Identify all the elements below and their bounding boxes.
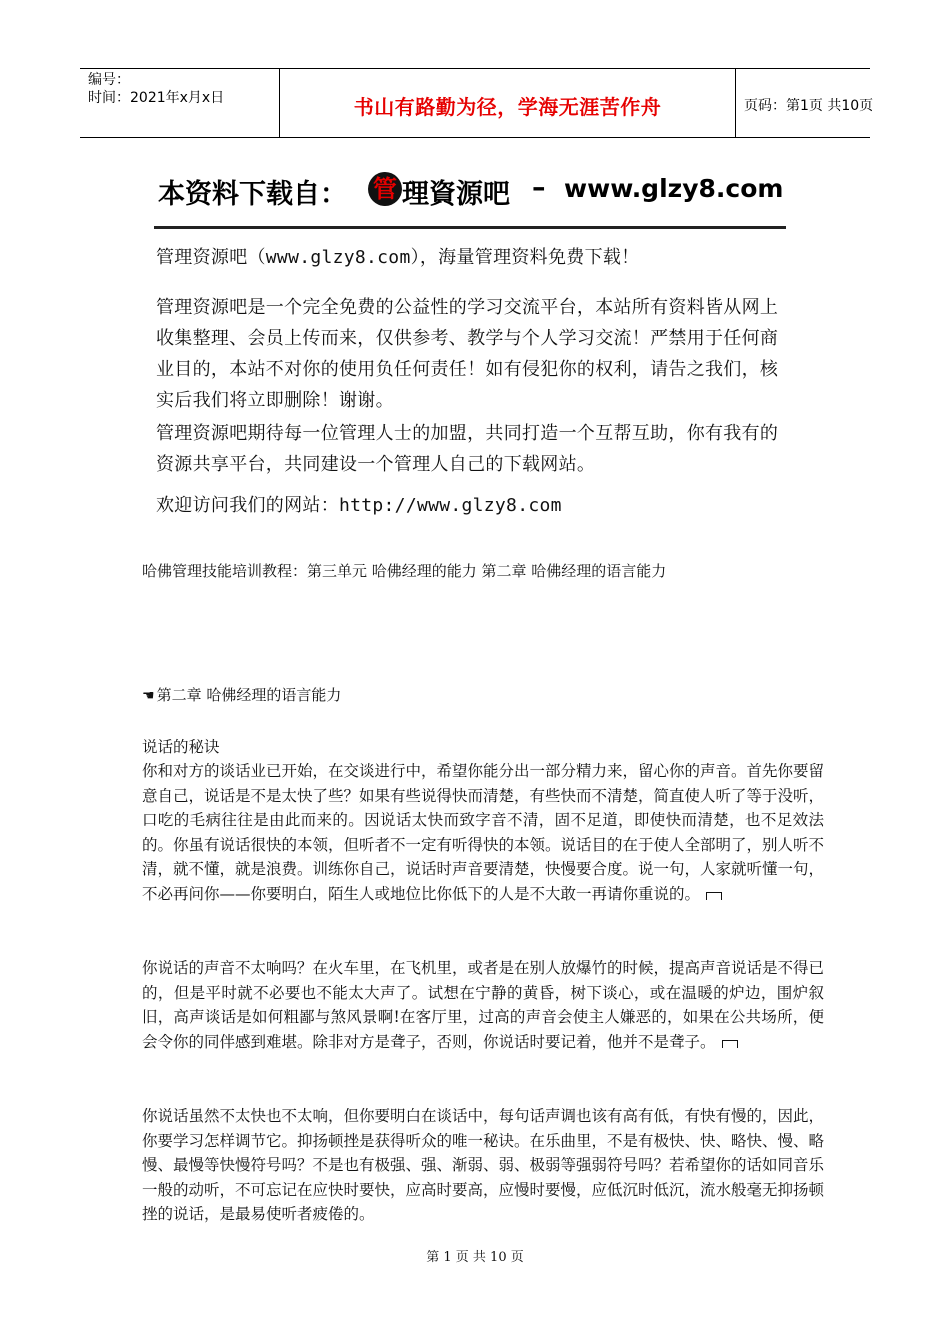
- banner-paragraph-3: 管理资源吧期待每一位管理人士的加盟，共同打造一个互帮互助，你有我有的资源共享平台，共同建设一个管理人自己的下载网站。: [156, 423, 779, 475]
- banner-source-label: 本资料下载自：: [158, 179, 347, 210]
- header-meta-cell: [80, 69, 280, 137]
- banner-site-url[interactable]: www.glzy8.com: [564, 174, 784, 203]
- site-logo-icon: 管: [368, 172, 402, 206]
- doc-title-line: 哈佛管理技能培训教程：第三单元 哈佛经理的能力 第二章 哈佛经理的语言能力: [142, 562, 667, 580]
- paragraph-3-text: 你说话虽然不太快也不太响，但你要明白在谈话中，每句话声调也该有高有低，有快有慢的，因此，你要学习怎样调节它。抑扬顿挫是获得听众的唯一秘诀。在乐曲里，不是有极快、快、略快、慢、略慢、最慢等快慢符号吗？不是也有极强、强、渐弱、弱、极弱等强弱符号吗？若希望你的话如同音乐一般的动听，不可忘记在应快时要快，应高时要高，应慢时要慢，应低沉时低沉，流水般毫无抑扬顿挫的说话，是最易使听者疲倦的。: [142, 1107, 825, 1224]
- banner-paragraph-2: 管理资源吧是一个完全免费的公益性的学习交流平台，本站所有资料皆从网上收集整理、会员上传而来，仅供参考、教学与个人学习交流！严禁用于任何商业目的，本站不对你的使用负任何责任！如有侵犯你的权利，请告之我们，核实后我们将立即删除！谢谢。: [156, 297, 779, 411]
- header-page-info: 页码：第1页 共10页: [744, 98, 874, 114]
- banner-site-name: 理資源吧: [402, 179, 510, 210]
- chapter-heading: 第二章 哈佛经理的语言能力: [156, 686, 342, 704]
- header-motto-cell: [280, 69, 736, 137]
- paragraph-2: [142, 956, 824, 1054]
- pointing-hand-icon: ☚: [142, 688, 155, 704]
- banner-title-bar: [150, 160, 790, 224]
- section-title: 说话的秘诀: [142, 738, 220, 756]
- paragraph-2-text: 你说话的声音不太响吗？在火车里，在飞机里，或者是在别人放爆竹的时候，提高声音说话是不得已的，但是平时就不必要也不能太大声了。试想在宁静的黄昏，树下谈心，或在温暖的炉边，围炉叙旧，高声谈话是如何粗鄙与煞风景啊!在客厅里，过高的声音会使主人嫌恶的，如果在公共场所，便会令你的同伴感到难堪。除非对方是聋子，否则，你说话时要记着，他并不是聋子。: [142, 959, 825, 1051]
- document-header: [80, 68, 874, 138]
- paragraph-1: [142, 759, 824, 907]
- banner-divider: [154, 226, 786, 229]
- chapter-heading-row: [142, 684, 341, 705]
- banner-paragraph-4: 欢迎访问我们的网站：http://www.glzy8.com: [156, 495, 562, 516]
- return-mark-icon: [706, 892, 722, 900]
- paragraph-3: [142, 1104, 824, 1227]
- page-footer: 第 1 页 共 10 页: [426, 1250, 524, 1265]
- paragraph-1-text: 你和对方的谈话业已开始，在交谈进行中，希望你能分出一部分精力来，留心你的声音。首先你要留意自己，说话是不是太快了些？如果有些说得快而清楚，有些快而不清楚，简直使人听了等于没听，口吃的毛病往往是由此而来的。因说话太快而致字音不清，固不足道，即使快而清楚，也不足效法的。你虽有说话很快的本领，但听者不一定有听得快的本领。说话目的在于使人全部明了，别人听不清，就不懂，就是浪费。训练你自己，说话时声音要清楚，快慢要合度。说一句，人家就听懂一句，不必再问你——你要明白，陌生人或地位比你低下的人是不大敢一再请你重说的。: [142, 762, 825, 903]
- return-mark-icon: [722, 1040, 738, 1048]
- doc-number-label: 编号：: [88, 72, 130, 88]
- source-banner: [150, 160, 790, 530]
- doc-date-label: 时间：2021年x月x日: [88, 90, 225, 106]
- header-motto: 书山有路勤为径，学海无涯苦作舟: [353, 95, 662, 119]
- banner-dash: –: [532, 172, 546, 203]
- header-page-cell: [736, 69, 874, 137]
- banner-paragraph-1: 管理资源吧（www.glzy8.com），海量管理资料免费下载！: [156, 247, 640, 268]
